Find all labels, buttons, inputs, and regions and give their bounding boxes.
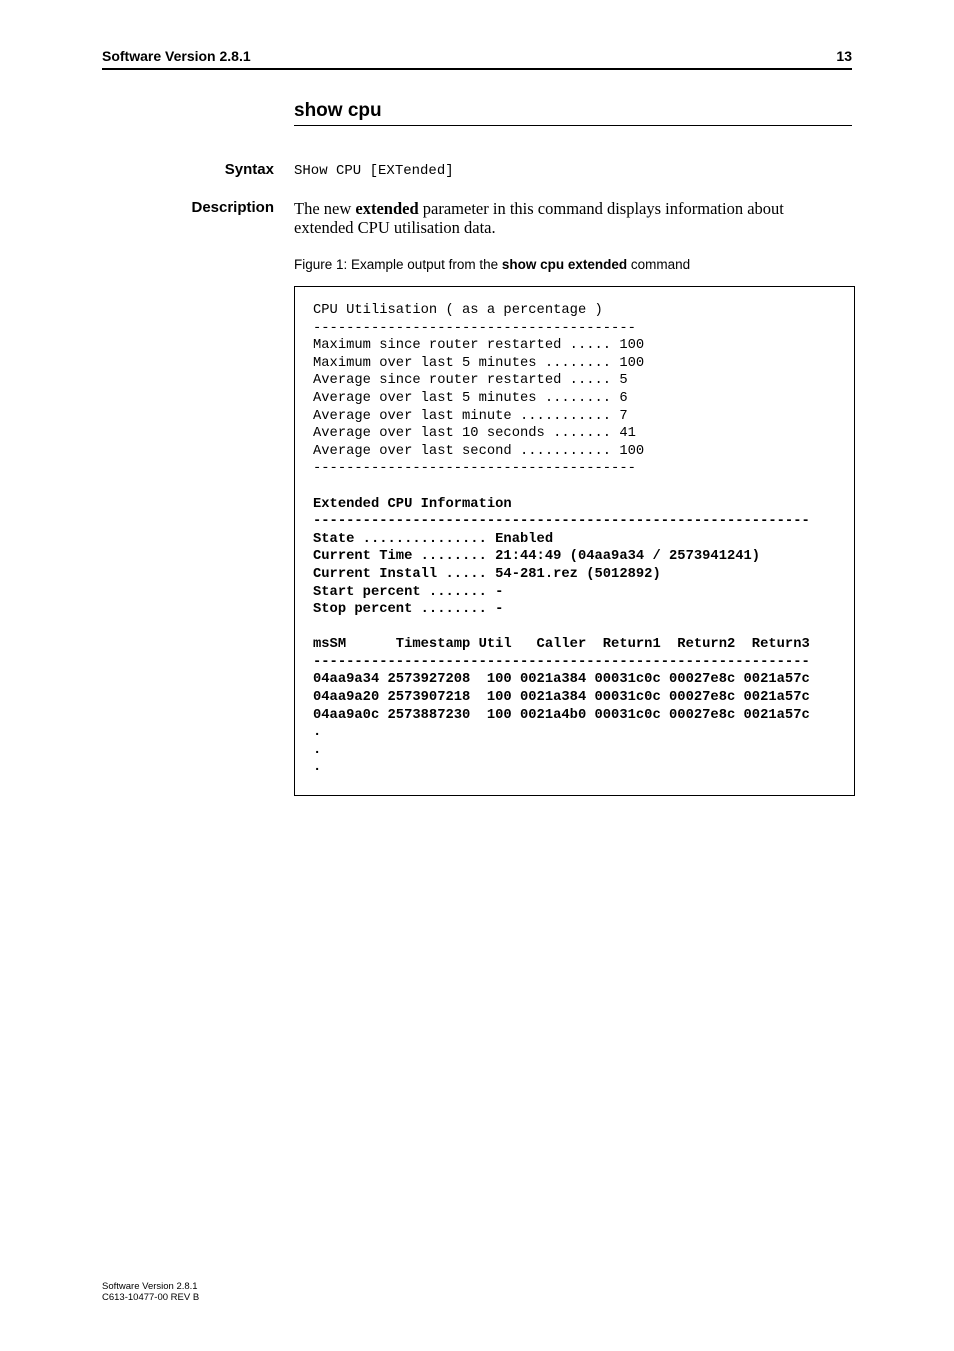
description-label: Description <box>191 199 274 216</box>
output-line: 04aa9a34 2573927208 100 0021a384 00031c0c 00027e8c 0021a57c <box>313 672 810 688</box>
caption-post: command <box>627 257 691 272</box>
page-number: 13 <box>836 48 852 64</box>
output-line: msSM Timestamp Util Caller Return1 Return2 Return3 <box>313 637 810 653</box>
output-line: CPU Utilisation ( as a percentage ) <box>313 303 603 318</box>
output-line: Maximum since router restarted ..... 100 <box>313 338 645 354</box>
output-line: Maximum over last 5 minutes ........ 100 <box>313 355 645 371</box>
description-post: parameter in this command displays information about extended CPU utilisation data. <box>294 199 784 237</box>
output-line <box>313 478 810 496</box>
output-line: 04aa9a0c 2573887230 100 0021a4b0 00031c0c 00027e8c 0021a57c <box>313 707 810 723</box>
caption-pre: Figure 1: Example output from the <box>294 257 502 272</box>
page-footer <box>102 1281 199 1303</box>
output-line: Current Install ..... 54-281.rez (5012892) <box>313 566 661 582</box>
description-keyword: extended <box>355 199 419 218</box>
output-line: ------------------------------------------------------------ <box>313 654 810 670</box>
output-line: ------------------------------------------------------------ <box>313 514 810 530</box>
output-line: Average since router restarted ..... 5 <box>313 373 628 389</box>
footer-doc-number: C613-10477-00 REV B <box>102 1292 200 1303</box>
syntax-label: Syntax <box>224 161 274 178</box>
output-line: . <box>313 742 322 758</box>
output-line: . <box>313 725 322 741</box>
header-version: Software Version 2.8.1 <box>102 48 251 64</box>
syntax-command: SHow CPU [EXTended] <box>294 163 454 179</box>
output-line: Current Time ........ 21:44:49 (04aa9a34 / 2573941241) <box>313 549 761 565</box>
page-header <box>102 48 852 70</box>
output-line <box>313 619 810 637</box>
example-output-box <box>294 286 855 796</box>
output-line: --------------------------------------- <box>313 461 636 477</box>
footer-version: Software Version 2.8.1 <box>102 1281 198 1292</box>
output-line: State ............... Enabled <box>313 531 554 547</box>
output-line: --------------------------------------- <box>313 320 636 336</box>
output-line: Average over last second ........... 100 <box>313 443 645 459</box>
output-line: Average over last minute ........... 7 <box>313 408 628 424</box>
output-line: Stop percent ........ - <box>313 602 504 618</box>
output-line: Average over last 5 minutes ........ 6 <box>313 390 628 406</box>
example-output <box>313 302 810 777</box>
description-text <box>294 199 844 237</box>
output-line: Average over last 10 seconds ....... 41 <box>313 426 636 442</box>
figure-caption <box>294 257 690 272</box>
output-line: Start percent ....... - <box>313 584 504 600</box>
output-line: . <box>313 760 322 776</box>
output-line: 04aa9a20 2573907218 100 0021a384 00031c0c 00027e8c 0021a57c <box>313 690 810 706</box>
description-pre: The new <box>294 199 356 218</box>
caption-command: show cpu extended <box>501 257 628 272</box>
section-title: show cpu <box>294 100 852 126</box>
output-line: Extended CPU Information <box>313 496 512 512</box>
